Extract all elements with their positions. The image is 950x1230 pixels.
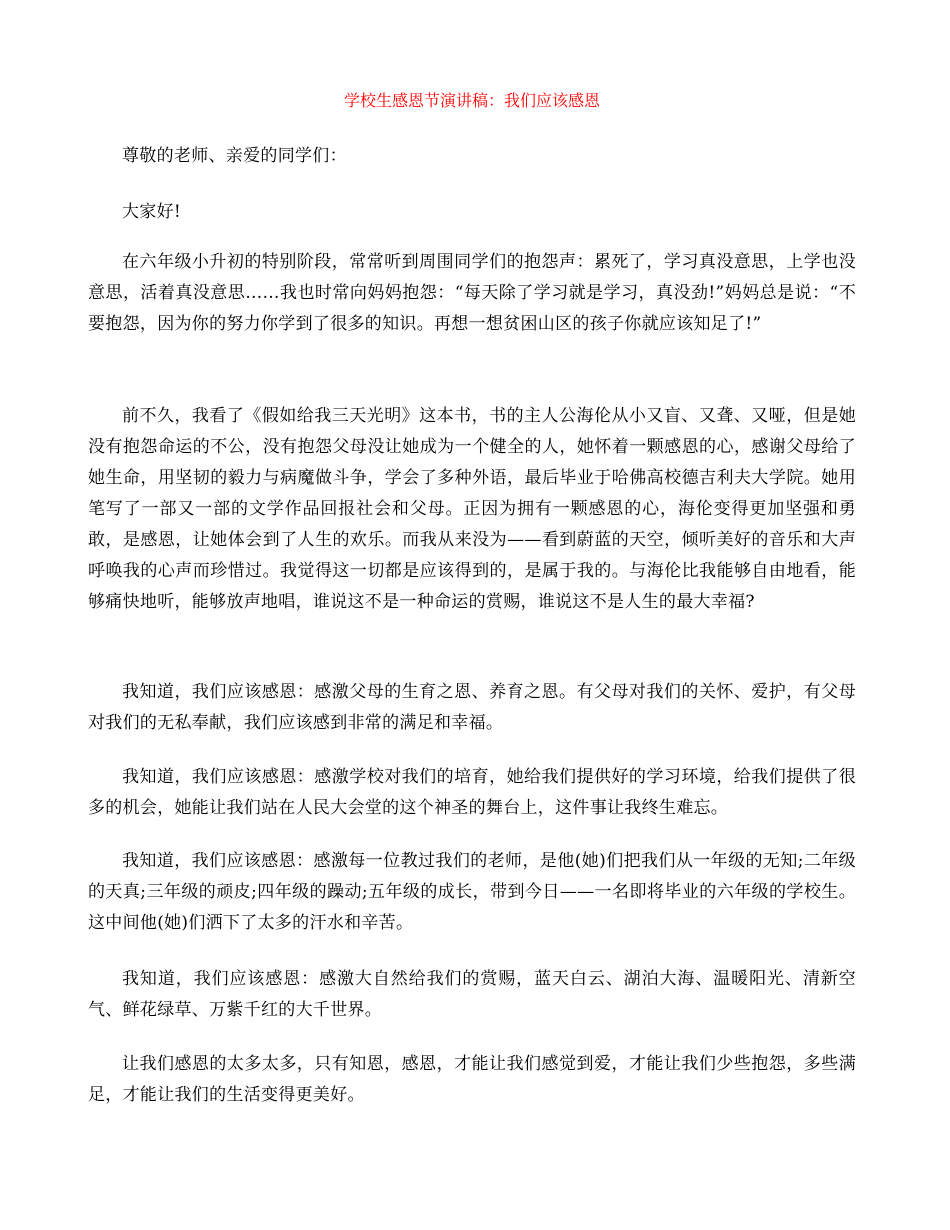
paragraph: 我知道，我们应该感恩：感激每一位教过我们的老师，是他(她)们把我们从一年级的无知;二年级的天真;三年级的顽皮;四年级的躁动;五年级的成长，带到今日——一名即将毕业的六年级的学校生。这中间他(她)们洒下了太多的汗水和辛苦。 xyxy=(88,851,856,933)
paragraph: 我知道，我们应该感恩：感激大自然给我们的赏赐，蓝天白云、湖泊大海、温暖阳光、清新空气、鲜花绿草、万紫千红的大千世界。 xyxy=(88,969,856,1020)
paragraph: 我知道，我们应该感恩：感激学校对我们的培育，她给我们提供好的学习环境，给我们提供了很多的机会，她能让我们站在人民大会堂的这个神圣的舞台上，这件事让我终生难忘。 xyxy=(88,767,856,818)
paragraph: 让我们感恩的太多太多，只有知恩，感恩，才能让我们感觉到爱，才能让我们少些抱怨，多些满足，才能让我们的生活变得更美好。 xyxy=(88,1054,856,1105)
greeting: 大家好! xyxy=(122,202,182,222)
salutation: 尊敬的老师、亲爱的同学们： xyxy=(122,146,347,166)
document-title: 学校生感恩节演讲稿：我们应该感恩 xyxy=(343,91,600,110)
paragraph: 我知道，我们应该感恩：感激父母的生育之恩、养育之恩。有父母对我们的关怀、爱护，有父母对我们的无私奉献，我们应该感到非常的满足和幸福。 xyxy=(88,682,856,733)
paragraph: 在六年级小升初的特别阶段，常常听到周围同学们的抱怨声：累死了，学习真没意思，上学也没意思，活着真没意思……我也时常向妈妈抱怨：“每天除了学习就是学习，真没劲!”妈妈总是说：“不要抱怨，因为你的努力你学到了很多的知识。再想一想贫困山区的孩子你就应该知足了!” xyxy=(88,252,856,334)
paragraph: 前不久，我看了《假如给我三天光明》这本书，书的主人公海伦从小又盲、又聋、又哑，但是她没有抱怨命运的不公，没有抱怨父母没让她成为一个健全的人，她怀着一颗感恩的心，感谢父母给了她生命，用坚韧的毅力与病魔做斗争，学会了多种外语，最后毕业于哈佛高校德吉利夫大学院。她用笔写了一部又一部的文学作品回报社会和父母。正因为拥有一颗感恩的心，海伦变得更加坚强和勇敢，是感恩，让她体会到了人生的欢乐。而我从来没为——看到蔚蓝的天空，倾听美好的音乐和大声呼唤我的心声而珍惜过。我觉得这一切都是应该得到的，是属于我的。与海伦比我能够自由地看，能够痛快地听，能够放声地唱，谁说这不是一种命运的赏赐，谁说这不是人生的最大幸福? xyxy=(88,406,856,612)
